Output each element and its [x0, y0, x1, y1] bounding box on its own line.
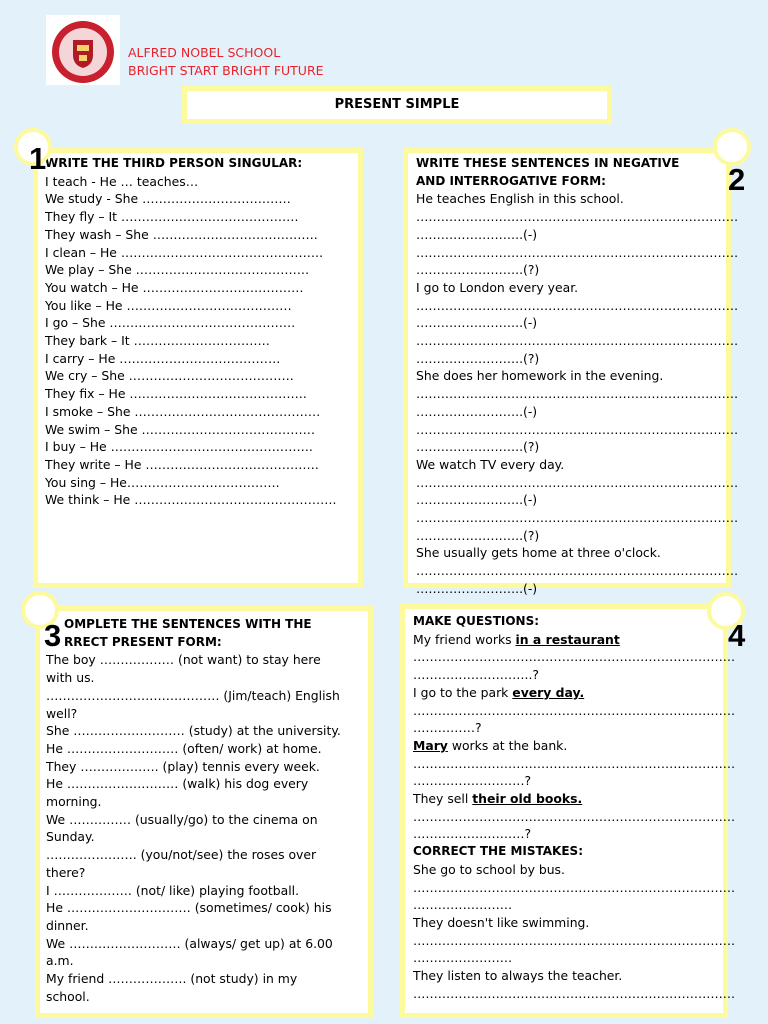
- question-2-text: I go to the park: [413, 684, 513, 700]
- question-2: [413, 684, 723, 702]
- sentence-line: ……………………………………………………………………: [416, 474, 739, 490]
- sentence-line: ……………………………………………………………………: [416, 563, 739, 579]
- verb-line: We play – She ……………………………………: [45, 262, 310, 278]
- sentence-line: ……………………………………………………………………: [416, 244, 739, 260]
- exercise-4-panel: [400, 604, 736, 1018]
- gap-fill-line: I ………………. (not/ like) playing football.: [46, 882, 300, 898]
- gap-fill-line: The boy ……………… (not want) to stay here: [46, 652, 321, 668]
- sentence-line: ……………………..(-): [416, 580, 538, 596]
- gap-fill-line: dinner.: [46, 917, 89, 933]
- answer-line: ……………………: [413, 897, 513, 913]
- sentence-line: We watch TV every day.: [416, 456, 565, 472]
- sentence-line: ……………………………………………………………………: [416, 386, 739, 402]
- gap-fill-line: school.: [46, 988, 90, 1004]
- sentence-line: He teaches English in this school.: [416, 191, 624, 207]
- verb-line: I clean – He ………………………………………….: [45, 244, 324, 260]
- verb-line: I buy – He ………………………………………….: [45, 439, 313, 455]
- sentence-line: I go to London every year.: [416, 279, 579, 295]
- gap-fill-line: Sunday.: [46, 829, 95, 845]
- answer-line: ………………………?: [413, 773, 532, 789]
- verb-line: We swim – She ……………………………………: [45, 421, 316, 437]
- exercise-2-badge: [713, 128, 751, 166]
- exercise-1-heading: WRITE THE THIRD PERSON SINGULAR:: [45, 156, 303, 170]
- question-3-text: works at the bank.: [447, 737, 568, 753]
- verb-line: We think – He ………………………………………….: [45, 492, 337, 508]
- exercise-1-number: [29, 143, 46, 157]
- sentence-line: ……………………………………………………………………: [416, 297, 739, 313]
- question-1: [413, 631, 723, 649]
- gap-fill-line: morning.: [46, 794, 102, 810]
- sentence-line: ……………………..(?): [416, 262, 540, 278]
- school-crest-icon: [46, 15, 120, 85]
- sentence-line: She does her homework in the evening.: [416, 368, 664, 384]
- gap-fill-line: He ………………………… (sometimes/ cook) his: [46, 900, 332, 916]
- gap-fill-line: We ……………………… (always/ get up) at 6.00: [46, 935, 333, 951]
- answer-line: ……………………………………………………………………: [413, 702, 736, 718]
- question-3-underlined: Mary: [413, 737, 448, 753]
- answer-line: ……………………………………………………………………: [413, 932, 736, 948]
- gap-fill-line: well?: [46, 705, 78, 721]
- gap-fill-line: She ……………………… (study) at the university.: [46, 723, 341, 739]
- verb-line: They wash – She ………………………………….: [45, 226, 318, 242]
- question-1-underlined: in a restaurant: [515, 631, 620, 647]
- gap-fill-line: …………………. (you/not/see) the roses over: [46, 847, 317, 863]
- sentence-line: ……………………………………………………………………: [416, 510, 739, 526]
- exercise-2-heading-line2: AND INTERROGATIVE FORM:: [416, 173, 606, 188]
- sentence-line: She usually gets home at three o'clock.: [416, 545, 661, 561]
- mistake-1: She go to school by bus.: [413, 861, 565, 877]
- answer-line: ……………?: [413, 720, 482, 736]
- mistake-3: They listen to always the teacher.: [413, 968, 623, 984]
- verb-line: They write – He ……………………………………: [45, 456, 319, 472]
- answer-line: ………………………?: [413, 826, 532, 842]
- answer-line: ………………………..?: [413, 667, 539, 683]
- exercise-4-number: 4: [728, 618, 746, 653]
- exercise-3-number: 3: [44, 618, 62, 653]
- page-title: [182, 86, 612, 124]
- question-1-text: My friend works: [413, 631, 516, 647]
- sentence-line: ……………………..(?): [416, 439, 540, 455]
- school-logo: [46, 15, 120, 85]
- answer-line: ……………………: [413, 950, 513, 966]
- exercise-4-heading-mistakes: CORRECT THE MISTAKES:: [413, 844, 583, 859]
- sentence-line: ……………………………………………………………………: [416, 421, 739, 437]
- exercise-4-content: [405, 609, 736, 1002]
- answer-line: ……………………………………………………………………: [413, 985, 736, 1001]
- gap-fill-line: …………………………………… (Jim/teach) English: [46, 687, 340, 703]
- exercise-1-content: [38, 153, 358, 509]
- verb-line: I teach - He … teaches…: [45, 173, 199, 189]
- sentence-line: ……………………………………………………………………: [416, 333, 739, 349]
- gap-fill-line: He ……………………… (walk) his dog every: [46, 776, 309, 792]
- exercise-3-heading-line2: RRECT PRESENT FORM:: [64, 634, 222, 649]
- exercise-2-panel: [403, 148, 739, 596]
- exercise-2-number: 2: [728, 162, 746, 197]
- exercise-1-lines: [45, 173, 358, 509]
- question-3: [413, 737, 723, 755]
- exercise-3-panel: [35, 606, 373, 1018]
- question-4: [413, 790, 723, 808]
- answer-line: ……………………………………………………………………: [413, 808, 736, 824]
- verb-line: You watch – He …………………………………: [45, 279, 304, 295]
- question-2-underlined: every day.: [512, 684, 585, 700]
- exercise-2-heading-line1: WRITE THESE SENTENCES IN NEGATIVE: [416, 156, 680, 170]
- exercise-3-heading-line1: OMPLETE THE SENTENCES WITH THE: [64, 617, 312, 631]
- exercise-3-content: [40, 611, 368, 1005]
- sentence-line: ……………………..(?): [416, 350, 540, 366]
- sentence-line: ……………………..(?): [416, 527, 540, 543]
- verb-line: You sing – He……………………………….: [45, 474, 280, 490]
- verb-line: They fix – He …………………………………….: [45, 386, 307, 402]
- gap-fill-line: there?: [46, 864, 86, 880]
- verb-line: You like – He ………………………………….: [45, 297, 292, 313]
- answer-line: ……………………………………………………………………: [413, 755, 736, 771]
- gap-fill-line: They ………………. (play) tennis every week.: [46, 758, 320, 774]
- gap-fill-line: My friend ………………. (not study) in my: [46, 971, 298, 987]
- school-name: ALFRED NOBEL SCHOOL: [128, 45, 281, 60]
- school-motto: BRIGHT START BRIGHT FUTURE: [128, 63, 324, 78]
- gap-fill-line: We …………… (usually/go) to the cinema on: [46, 811, 318, 827]
- verb-line: I smoke – She ………………………………………: [45, 403, 321, 419]
- verb-line: They bark – It ……………………………: [45, 333, 270, 349]
- exercise-4-heading-questions: MAKE QUESTIONS:: [413, 614, 540, 628]
- mistake-2: They doesn't like swimming.: [413, 914, 590, 930]
- gap-fill-line: a.m.: [46, 953, 74, 969]
- sentence-line: ……………………………………………………………………: [416, 209, 739, 225]
- exercise-2-content: [408, 153, 739, 598]
- verb-line: I carry – He …………………………………: [45, 350, 281, 366]
- verb-line: We cry – She ………………………………….: [45, 368, 294, 384]
- gap-fill-line: He ……………………… (often/ work) at home.: [46, 740, 322, 756]
- sentence-line: ……………………..(-): [416, 315, 538, 331]
- question-4-underlined: their old books.: [472, 791, 583, 807]
- verb-line: We study - She ………………………………: [45, 191, 291, 207]
- question-4-text: They sell: [413, 791, 473, 807]
- exercise-2-lines: [416, 190, 739, 597]
- exercise-3-lines: [46, 651, 368, 1005]
- gap-fill-line: with us.: [46, 670, 95, 686]
- sentence-line: ……………………..(-): [416, 403, 538, 419]
- verb-line: I go – She ………………………………………: [45, 315, 296, 331]
- answer-line: ……………………………………………………………………: [413, 879, 736, 895]
- sentence-line: ……………………..(-): [416, 492, 538, 508]
- page-title-text: PRESENT SIMPLE: [334, 97, 460, 112]
- sentence-line: ……………………..(-): [416, 226, 538, 242]
- school-header: [128, 44, 324, 80]
- verb-line: They fly – It …………………………………….: [45, 209, 299, 225]
- exercise-1-panel: [33, 148, 363, 588]
- answer-line: ……………………………………………………………………: [413, 649, 736, 665]
